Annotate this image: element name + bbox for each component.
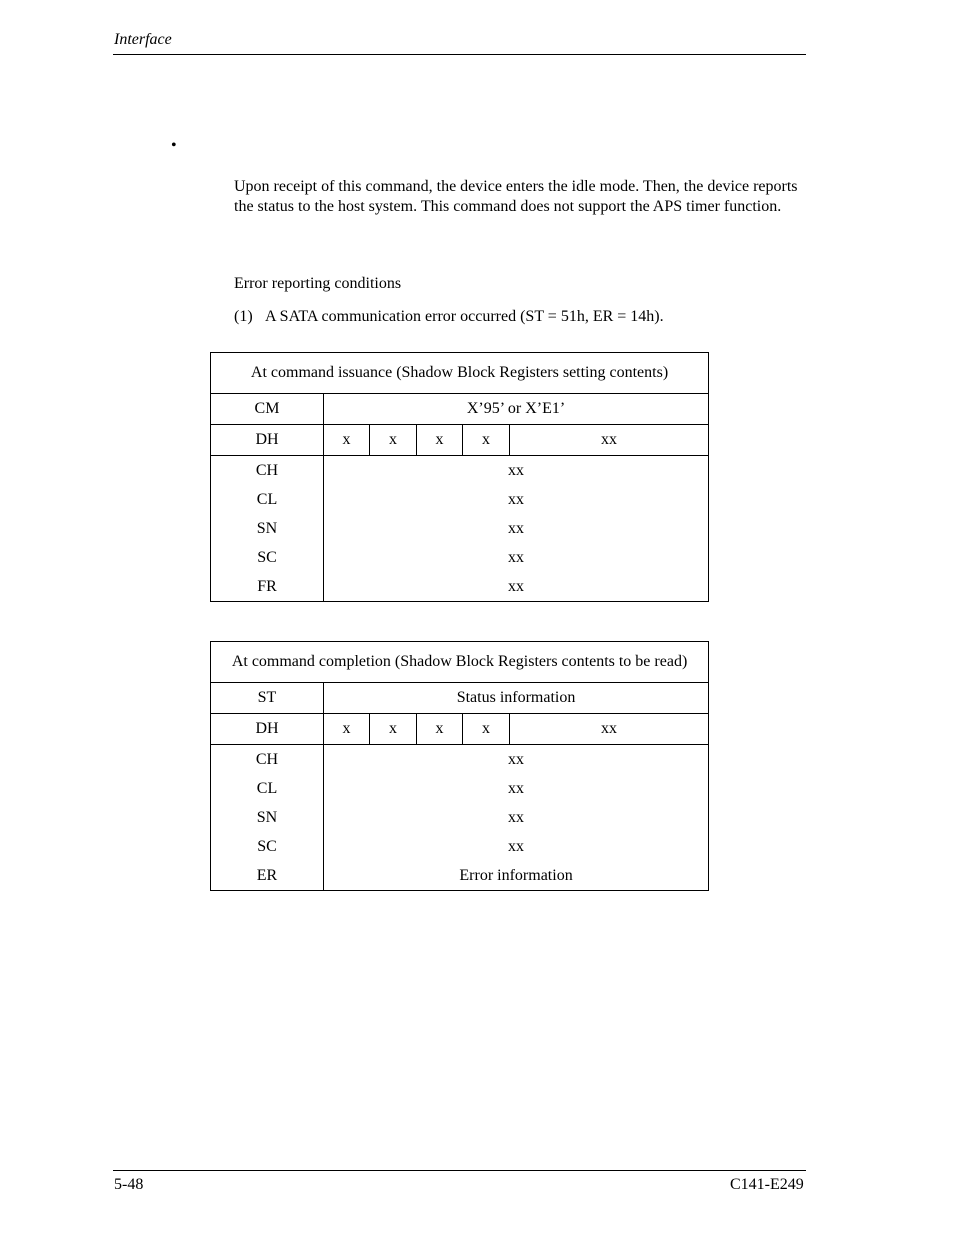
error-item-text: A SATA communication error occurred (ST = 51h, ER = 14h).: [265, 308, 664, 325]
register-label-st: ST: [211, 683, 324, 714]
register-value: Error information: [324, 861, 709, 891]
dh-bit: x: [463, 425, 510, 456]
register-label: CL: [211, 774, 324, 803]
dh-bit: x: [324, 425, 370, 456]
dh-value: xx: [510, 425, 709, 456]
register-label-dh: DH: [211, 425, 324, 456]
dh-bit: x: [417, 714, 463, 745]
error-item-number: (1): [234, 308, 253, 325]
register-label: CL: [211, 485, 324, 514]
dh-value: xx: [510, 714, 709, 745]
dh-bit: x: [463, 714, 510, 745]
dh-bit: x: [370, 714, 417, 745]
register-value: xx: [324, 803, 709, 832]
register-label: SC: [211, 832, 324, 861]
page-number: 5-48: [114, 1176, 144, 1193]
footer-rule: [113, 1170, 806, 1171]
completion-register-table: [210, 641, 709, 891]
register-value: xx: [324, 514, 709, 543]
dh-bit: x: [417, 425, 463, 456]
register-label: SC: [211, 543, 324, 572]
register-value: xx: [324, 572, 709, 602]
register-label-cm: CM: [211, 394, 324, 425]
register-value: xx: [324, 745, 709, 775]
register-value: xx: [324, 543, 709, 572]
error-conditions-heading: Error reporting conditions: [234, 275, 402, 292]
register-label: SN: [211, 514, 324, 543]
dh-bit: x: [370, 425, 417, 456]
register-value: xx: [324, 774, 709, 803]
register-label: CH: [211, 745, 324, 775]
register-value: xx: [324, 485, 709, 514]
dh-bit: x: [324, 714, 370, 745]
completion-table-caption: At command completion (Shadow Block Registers contents to be read): [211, 642, 709, 683]
register-value-cm: X’95’ or X’E1’: [324, 394, 709, 425]
register-label: FR: [211, 572, 324, 602]
running-header: Interface: [114, 31, 172, 48]
register-label-dh: DH: [211, 714, 324, 745]
header-rule: [113, 54, 806, 55]
register-label: CH: [211, 456, 324, 486]
bullet-marker: •: [171, 137, 177, 154]
document-code: C141-E249: [730, 1176, 804, 1193]
error-condition-item: [234, 308, 664, 326]
register-label: SN: [211, 803, 324, 832]
command-description: Upon receipt of this command, the device enters the idle mode. Then, the device reports the status to the host system. This command does not support the APS timer function.: [234, 178, 798, 215]
issuance-table-caption: At command issuance (Shadow Block Registers setting contents): [211, 353, 709, 394]
issuance-register-table: [210, 352, 709, 602]
register-value: xx: [324, 456, 709, 486]
register-value-st: Status information: [324, 683, 709, 714]
register-label: ER: [211, 861, 324, 891]
register-value: xx: [324, 832, 709, 861]
